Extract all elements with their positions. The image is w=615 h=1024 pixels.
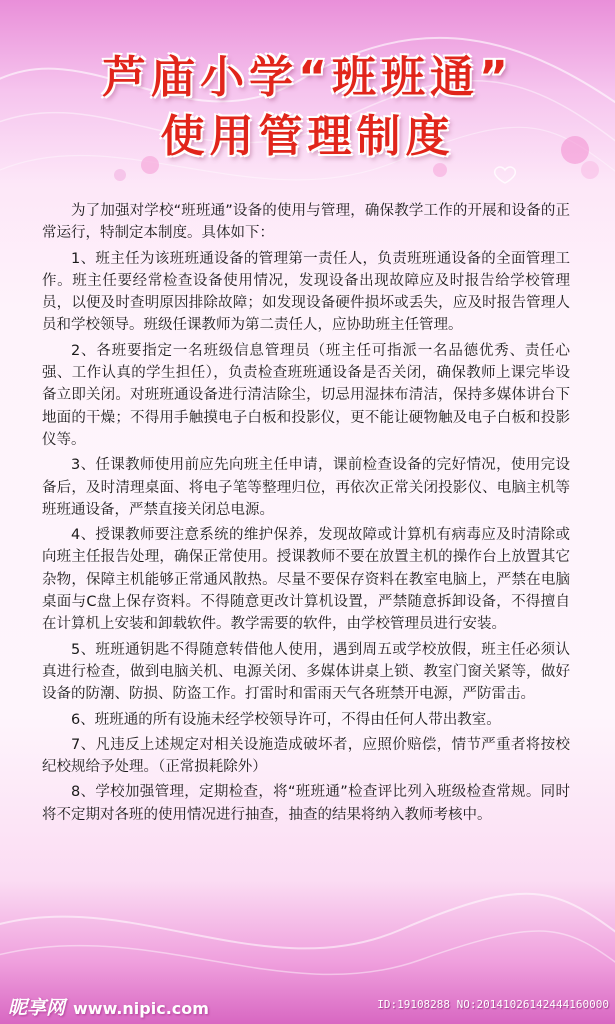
watermark-brand [8,993,209,1020]
regulation-body [42,200,570,829]
rule-paragraph-2: 2、各班要指定一名班级信息管理员（班主任可指派一名品德优秀、责任心强、工作认真的学生担任），负责检查班班通设备是否关闭，确保教师上课完毕设备立即关闭。对班班通设备进行清洁除尘，切忌用湿抹布清洁，保持多媒体讲台下地面的干燥；不得用手触摸电子白板和投影仪，更不能让硬物触及电子白板和投影仪等。 [42,342,570,448]
rule-paragraph-7: 7、凡违反上述规定对相关设施造成破坏者，应照价赔偿，情节严重者将按校纪校规给予处理。（正常损耗除外） [42,736,570,776]
rule-paragraph-8: 8、学校加强管理，定期检查，将“班班通”检查评比列入班级检查常规。同时将不定期对各班的使用情况进行抽查，抽查的结果将纳入教师考核中。 [42,784,570,823]
intro-paragraph: 为了加强对学校“班班通”设备的使用与管理，确保教学工作的开展和设备的正常运行，特制定本制度。具体如下： [42,203,570,242]
rule-paragraph-5: 5、班班通钥匙不得随意转借他人使用，遇到周五或学校放假，班主任必须认真进行检查，做到电脑关机、电源关闭、多媒体讲桌上锁、教室门窗关紧等，做好设备的防潮、防损、防盗工作。打雷时和雷雨天气各班禁开电源，严防雷击。 [42,641,570,703]
rule-paragraph-1: 1、班主任为该班班通设备的管理第一责任人，负责班班通设备的全面管理工作。班主任要经常检查设备使用情况，发现设备出现故障应及时报告给学校管理员，以便及时查明原因排除故障；如发现设备硬件损坏或丢失，应及时报告管理人员和学校领导。班级任课教师为第二责任人，应协助班主任管理。 [42,250,570,334]
swirl-line [0,931,615,980]
rule-paragraph-6: 6、班班通的所有设施未经学校领导许可，不得由任何人带出教室。 [71,711,501,728]
swirl-line [0,894,615,950]
rule-paragraph-3: 3、任课教师使用前应先向班主任申请，课前检查设备的完好情况，使用完设备后，及时清理桌面、将电子笔等整理归位，再依次正常关闭投影仪、电脑主机等班班通设备，严禁直接关闭总电源。 [42,457,570,518]
watermark-url: www.nipic.com [73,999,209,1018]
flower-decoration [114,169,126,181]
watermark-id: ID:19108288 NO:20141026142444160000 [377,998,609,1011]
rule-paragraph-4: 4、授课教师要注意系统的维护保养，发现故障或计算机有病毒应及时清除或向班主任报告处理，确保正常使用。授课教师不要在放置主机的操作台上放置其它杂物，保障主机能够正常通风散热。尽量不要保存资料在教室电脑上，严禁在电脑桌面与C盘上保存资料。不得随意更改计算机设置，严禁随意拆卸设备，不得擅自在计算机上安装和卸载软件。教学需要的软件，由学校管理员进行安装。 [42,527,570,633]
watermark-brand-name: 昵享网 [8,997,66,1019]
title-line-2: 使用管理制度 [160,111,455,162]
title-line-1: 芦庙小学“班班通” [102,52,513,103]
page-title [0,50,615,166]
heart-icon [495,167,516,183]
